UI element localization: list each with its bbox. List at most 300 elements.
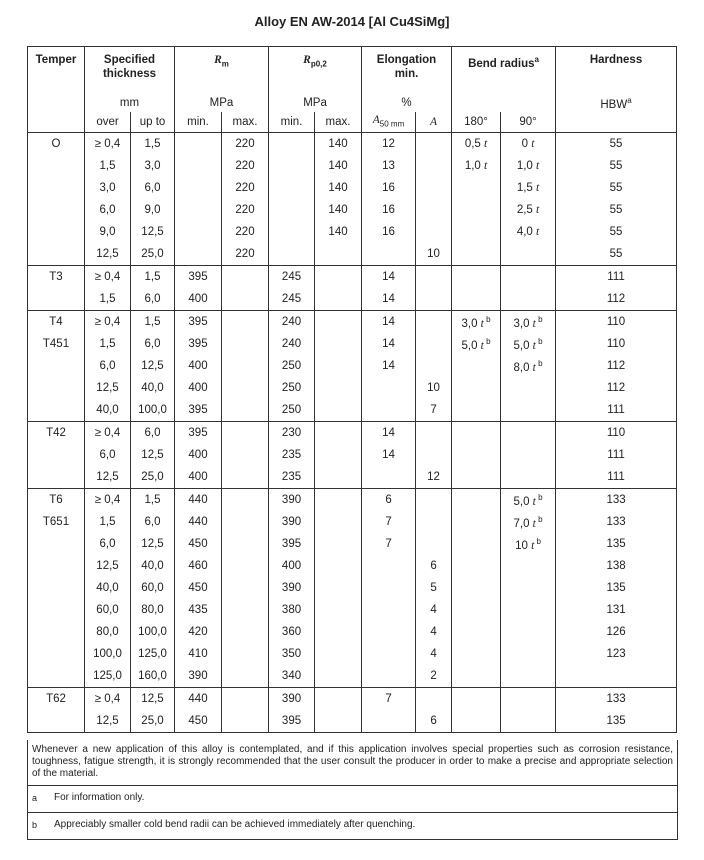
elongation-a50: 14: [362, 266, 416, 289]
rp-max: 140: [315, 177, 362, 199]
elongation-a: 4: [416, 643, 452, 665]
elongation-a50: 13: [362, 155, 416, 177]
temper-cell: [28, 444, 85, 466]
rm-min: 390: [175, 665, 222, 688]
hardness-value: 55: [556, 243, 677, 266]
rm-max: [222, 466, 269, 489]
bend-180: [452, 621, 501, 643]
bend-90: [501, 555, 556, 577]
bend-value-number: 7,0: [513, 517, 533, 530]
rm-subscript: m: [221, 59, 229, 69]
thickness-over: ≥ 0,4: [85, 133, 131, 156]
bend-value-number: 5,0: [461, 339, 481, 352]
thickness-over: 9,0: [85, 221, 131, 243]
bend-90: [501, 266, 556, 289]
rm-min: 395: [175, 333, 222, 355]
bend-90: [501, 133, 556, 156]
hardness-value: 55: [556, 199, 677, 221]
rp-max: [315, 444, 362, 466]
temper-cell: [28, 355, 85, 377]
bend-90: [501, 466, 556, 489]
elongation-a50: 7: [362, 533, 416, 555]
rm-min: 440: [175, 489, 222, 512]
elongation-a50: 7: [362, 511, 416, 533]
thickness-over: 40,0: [85, 399, 131, 422]
elongation-a: 4: [416, 621, 452, 643]
rm-max: [222, 577, 269, 599]
rp-max: [315, 377, 362, 399]
rm-min: [175, 177, 222, 199]
bend-90: [501, 489, 556, 512]
general-note: Whenever a new application of this alloy is contemplated, and if this application involves special properties such as corrosion resistance, toughness, fatigue strength, it is strongly recommended that the user consult the producer in order to make a precise and appropriate selection of the material.: [28, 740, 677, 786]
bend-180: [452, 221, 501, 243]
header-thickness: Specified thickness: [85, 47, 175, 94]
rm-max: 220: [222, 155, 269, 177]
rp-min: [269, 133, 315, 156]
thickness-up-to: 160,0: [131, 665, 175, 688]
bend-180: [452, 377, 501, 399]
hardness-value: 55: [556, 221, 677, 243]
bend-180: [452, 355, 501, 377]
subhead-rm-max: max.: [222, 112, 269, 133]
elongation-a: [416, 511, 452, 533]
thickness-up-to: 6,0: [131, 288, 175, 311]
table-row: [28, 688, 677, 711]
hardness-value: 55: [556, 155, 677, 177]
hardness-value: [556, 665, 677, 688]
footnote-b-mark: b: [535, 493, 543, 503]
bend-90: [501, 599, 556, 621]
elongation-a: [416, 288, 452, 311]
elongation-a: [416, 221, 452, 243]
temper-cell: T3: [28, 266, 85, 289]
thickness-up-to: 12,5: [131, 688, 175, 711]
hardness-value: 126: [556, 621, 677, 643]
elongation-a: [416, 266, 452, 289]
rp-max: [315, 577, 362, 599]
elongation-a50: 14: [362, 444, 416, 466]
thickness-over: ≥ 0,4: [85, 688, 131, 711]
bend-value-number: 5,0: [513, 339, 533, 352]
thickness-symbol: t: [531, 138, 535, 150]
rm-max: [222, 311, 269, 334]
elongation-a: [416, 199, 452, 221]
elongation-a: [416, 444, 452, 466]
rm-max: [222, 377, 269, 399]
rp-max: [315, 399, 362, 422]
hardness-value: 138: [556, 555, 677, 577]
bend-value-number: 3,0: [513, 317, 533, 330]
thickness-over: ≥ 0,4: [85, 422, 131, 445]
elongation-a50: 14: [362, 355, 416, 377]
rp-max: [315, 466, 362, 489]
bend-value-number: 10: [515, 539, 532, 552]
table-row: [28, 422, 677, 445]
subhead-a50: [362, 112, 416, 133]
thickness-up-to: 12,5: [131, 221, 175, 243]
elongation-a: [416, 133, 452, 156]
footnote-b-mark: b: [483, 315, 491, 325]
elongation-a50: [362, 577, 416, 599]
footnote-text: For information only.: [54, 792, 145, 803]
thickness-up-to: 6,0: [131, 422, 175, 445]
hardness-value: 111: [556, 399, 677, 422]
hardness-value: 110: [556, 422, 677, 445]
footnote-b-mark: b: [535, 315, 543, 325]
elongation-a50: 14: [362, 311, 416, 334]
subhead-rm-min: min.: [175, 112, 222, 133]
temper-cell: [28, 665, 85, 688]
elongation-a: 2: [416, 665, 452, 688]
bend-90: [501, 177, 556, 199]
rm-max: [222, 288, 269, 311]
elongation-a: 4: [416, 599, 452, 621]
subhead-temper-blank: [28, 112, 85, 133]
hardness-value: 112: [556, 288, 677, 311]
rm-max: [222, 355, 269, 377]
rp-min: 240: [269, 333, 315, 355]
thickness-up-to: 12,5: [131, 444, 175, 466]
rm-min: 395: [175, 266, 222, 289]
thickness-up-to: 12,5: [131, 355, 175, 377]
hardness-value: 131: [556, 599, 677, 621]
rp-min: 395: [269, 533, 315, 555]
rm-min: 400: [175, 355, 222, 377]
temper-cell: [28, 710, 85, 733]
thickness-over: 12,5: [85, 555, 131, 577]
elongation-a50: [362, 399, 416, 422]
rp-max: [315, 333, 362, 355]
bend-90: [501, 155, 556, 177]
rp-min: 395: [269, 710, 315, 733]
subhead-rp-max: max.: [315, 112, 362, 133]
bend-90: [501, 577, 556, 599]
rm-max: [222, 489, 269, 512]
footnote-b-mark: b: [483, 337, 491, 347]
rm-max: [222, 710, 269, 733]
bend-180: [452, 444, 501, 466]
elongation-a: [416, 311, 452, 334]
rp-min: 390: [269, 577, 315, 599]
thickness-up-to: 12,5: [131, 533, 175, 555]
unit-elong: %: [362, 93, 452, 112]
table-row: [28, 577, 677, 599]
footnote-mark: a: [32, 793, 38, 803]
thickness-over: ≥ 0,4: [85, 311, 131, 334]
rm-min: 410: [175, 643, 222, 665]
bend-180: [452, 422, 501, 445]
bend-value-number: 5,0: [513, 495, 533, 508]
bend-180: [452, 133, 501, 156]
bend-180: [452, 489, 501, 512]
hardness-unit: HBW: [600, 98, 628, 111]
rm-max: [222, 533, 269, 555]
table-row: [28, 377, 677, 399]
rp-min: [269, 243, 315, 266]
hardness-footnote-mark: a: [627, 95, 632, 105]
bend-90: [501, 511, 556, 533]
temper-cell: [28, 533, 85, 555]
rm-min: 440: [175, 511, 222, 533]
rm-max: 220: [222, 221, 269, 243]
elongation-a50: [362, 555, 416, 577]
rm-max: [222, 555, 269, 577]
rm-max: [222, 266, 269, 289]
rm-min: 435: [175, 599, 222, 621]
rm-max: [222, 599, 269, 621]
rp-max: 140: [315, 199, 362, 221]
elongation-a: 6: [416, 710, 452, 733]
elongation-a: [416, 533, 452, 555]
rp-min: [269, 199, 315, 221]
rp-max: [315, 665, 362, 688]
footnote-mark: b: [32, 820, 38, 830]
elongation-a50: [362, 621, 416, 643]
temper-cell: [28, 221, 85, 243]
rp-min: 250: [269, 355, 315, 377]
header-hardness: Hardness: [556, 47, 677, 94]
rm-min: [175, 133, 222, 156]
bend-90: [501, 710, 556, 733]
table-row: [28, 621, 677, 643]
bend-180: [452, 511, 501, 533]
table-row: [28, 355, 677, 377]
bend-180: [452, 243, 501, 266]
rm-min: 450: [175, 533, 222, 555]
rp-min: 245: [269, 288, 315, 311]
thickness-over: 6,0: [85, 199, 131, 221]
thickness-up-to: 60,0: [131, 577, 175, 599]
rm-max: [222, 511, 269, 533]
rp-min: 245: [269, 266, 315, 289]
thickness-up-to: 40,0: [131, 377, 175, 399]
rm-max: 220: [222, 177, 269, 199]
thickness-up-to: 6,0: [131, 511, 175, 533]
rm-min: 400: [175, 288, 222, 311]
rm-max: [222, 621, 269, 643]
thickness-up-to: 1,5: [131, 489, 175, 512]
hardness-value: 110: [556, 333, 677, 355]
unit-rp: MPa: [269, 93, 362, 112]
table-row: [28, 199, 677, 221]
subhead-hardness-blank: [556, 112, 677, 133]
rp-max: [315, 422, 362, 445]
table-row: [28, 599, 677, 621]
thickness-up-to: 6,0: [131, 177, 175, 199]
rm-max: 220: [222, 243, 269, 266]
footnote-b-mark: b: [535, 337, 543, 347]
bend-value-number: 8,0: [513, 361, 533, 374]
rp-min: [269, 221, 315, 243]
rm-max: [222, 688, 269, 711]
unit-hardness: [556, 93, 677, 112]
thickness-symbol: t: [484, 138, 488, 150]
table-row: [28, 555, 677, 577]
bend-90: [501, 288, 556, 311]
bend-180: [452, 399, 501, 422]
temper-cell: [28, 599, 85, 621]
bend-90: [501, 221, 556, 243]
table-row: [28, 643, 677, 665]
thickness-symbol: t: [532, 517, 536, 530]
thickness-symbol: t: [532, 495, 536, 508]
bend-90: [501, 643, 556, 665]
subhead-up-to: up to: [131, 112, 175, 133]
elongation-a: 10: [416, 243, 452, 266]
bend-180: [452, 177, 501, 199]
page-title: Alloy EN AW-2014 [Al Cu4SiMg]: [254, 14, 450, 29]
hardness-value: 135: [556, 710, 677, 733]
rm-min: 450: [175, 710, 222, 733]
rp-min: 360: [269, 621, 315, 643]
bend-90: [501, 333, 556, 355]
temper-cell: T6: [28, 489, 85, 512]
footnote-b-mark: b: [535, 359, 543, 369]
elongation-a50: 14: [362, 288, 416, 311]
rm-min: [175, 221, 222, 243]
thickness-over: 60,0: [85, 599, 131, 621]
rp-max: [315, 266, 362, 289]
hardness-value: 135: [556, 533, 677, 555]
bend-90: [501, 665, 556, 688]
hardness-value: 111: [556, 444, 677, 466]
temper-cell: T451: [28, 333, 85, 355]
thickness-up-to: 1,5: [131, 266, 175, 289]
temper-cell: O: [28, 133, 85, 156]
bend-value-number: 1,0: [464, 160, 484, 172]
elongation-a50: [362, 466, 416, 489]
rp-max: [315, 511, 362, 533]
bend-180: [452, 333, 501, 355]
temper-cell: [28, 466, 85, 489]
rm-min: 400: [175, 444, 222, 466]
rp-min: 380: [269, 599, 315, 621]
table-row: [28, 444, 677, 466]
elongation-a50: 16: [362, 177, 416, 199]
thickness-symbol: t: [531, 539, 535, 552]
elongation-a50: [362, 243, 416, 266]
bend-180: [452, 688, 501, 711]
elongation-a: [416, 688, 452, 711]
a50-symbol: A: [372, 113, 380, 126]
rp-min: [269, 155, 315, 177]
temper-cell: T42: [28, 422, 85, 445]
temper-cell: [28, 377, 85, 399]
bend-value-number: 1,5: [516, 182, 537, 194]
rm-min: 420: [175, 621, 222, 643]
subhead-180: 180°: [452, 112, 501, 133]
bend-90: [501, 399, 556, 422]
bend-value-number: 3,0: [461, 317, 481, 330]
hardness-value: 133: [556, 688, 677, 711]
thickness-symbol: t: [484, 160, 488, 172]
rp-min: 235: [269, 444, 315, 466]
thickness-over: 1,5: [85, 155, 131, 177]
table-row: [28, 266, 677, 289]
rp-min: [269, 177, 315, 199]
bend-180: [452, 199, 501, 221]
footnote-b: [28, 813, 677, 839]
hardness-value: 55: [556, 177, 677, 199]
rm-min: [175, 199, 222, 221]
rp-min: 400: [269, 555, 315, 577]
elongation-a50: [362, 599, 416, 621]
table-row: [28, 511, 677, 533]
rp-max: [315, 688, 362, 711]
bend-180: [452, 466, 501, 489]
thickness-over: 12,5: [85, 243, 131, 266]
rp-max: [315, 643, 362, 665]
subhead-rp-min: min.: [269, 112, 315, 133]
rm-max: [222, 643, 269, 665]
thickness-up-to: 25,0: [131, 466, 175, 489]
rm-min: 395: [175, 311, 222, 334]
rp-max: [315, 355, 362, 377]
thickness-up-to: 9,0: [131, 199, 175, 221]
rm-min: 440: [175, 688, 222, 711]
rm-min: 395: [175, 422, 222, 445]
footnote-b-mark: b: [535, 515, 543, 525]
thickness-up-to: 3,0: [131, 155, 175, 177]
thickness-over: 12,5: [85, 466, 131, 489]
a-symbol: A: [430, 116, 438, 128]
rm-max: 220: [222, 199, 269, 221]
thickness-up-to: 100,0: [131, 399, 175, 422]
rp-max: 140: [315, 133, 362, 156]
unit-thickness: mm: [85, 93, 175, 112]
rp-min: 250: [269, 399, 315, 422]
rp-min: 390: [269, 688, 315, 711]
rm-max: [222, 665, 269, 688]
table-row: [28, 333, 677, 355]
rp-min: 390: [269, 511, 315, 533]
bend-180: [452, 311, 501, 334]
thickness-over: 6,0: [85, 355, 131, 377]
thickness-over: 6,0: [85, 444, 131, 466]
bend-180: [452, 665, 501, 688]
rm-min: [175, 155, 222, 177]
elongation-a: 7: [416, 399, 452, 422]
bend-value-number: 0: [521, 138, 532, 150]
properties-table: [27, 46, 677, 733]
bend-90: [501, 688, 556, 711]
thickness-over: 12,5: [85, 710, 131, 733]
thickness-up-to: 40,0: [131, 555, 175, 577]
elongation-a50: 7: [362, 688, 416, 711]
header-rp: [269, 47, 362, 94]
temper-cell: [28, 199, 85, 221]
rp-max: [315, 288, 362, 311]
rp-min: 230: [269, 422, 315, 445]
bend-label: Bend radius: [468, 57, 535, 70]
thickness-symbol: t: [536, 226, 540, 238]
bend-value-number: 2,5: [516, 204, 537, 216]
temper-cell: T651: [28, 511, 85, 533]
rp-symbol: R: [303, 54, 311, 66]
rm-max: [222, 333, 269, 355]
elongation-a: [416, 489, 452, 512]
rm-min: 460: [175, 555, 222, 577]
bend-180: [452, 266, 501, 289]
thickness-symbol: t: [480, 339, 484, 352]
temper-cell: [28, 621, 85, 643]
bend-90: [501, 533, 556, 555]
table-row: [28, 221, 677, 243]
elongation-a: 6: [416, 555, 452, 577]
elongation-a: 5: [416, 577, 452, 599]
bend-90: [501, 422, 556, 445]
table-row: [28, 288, 677, 311]
